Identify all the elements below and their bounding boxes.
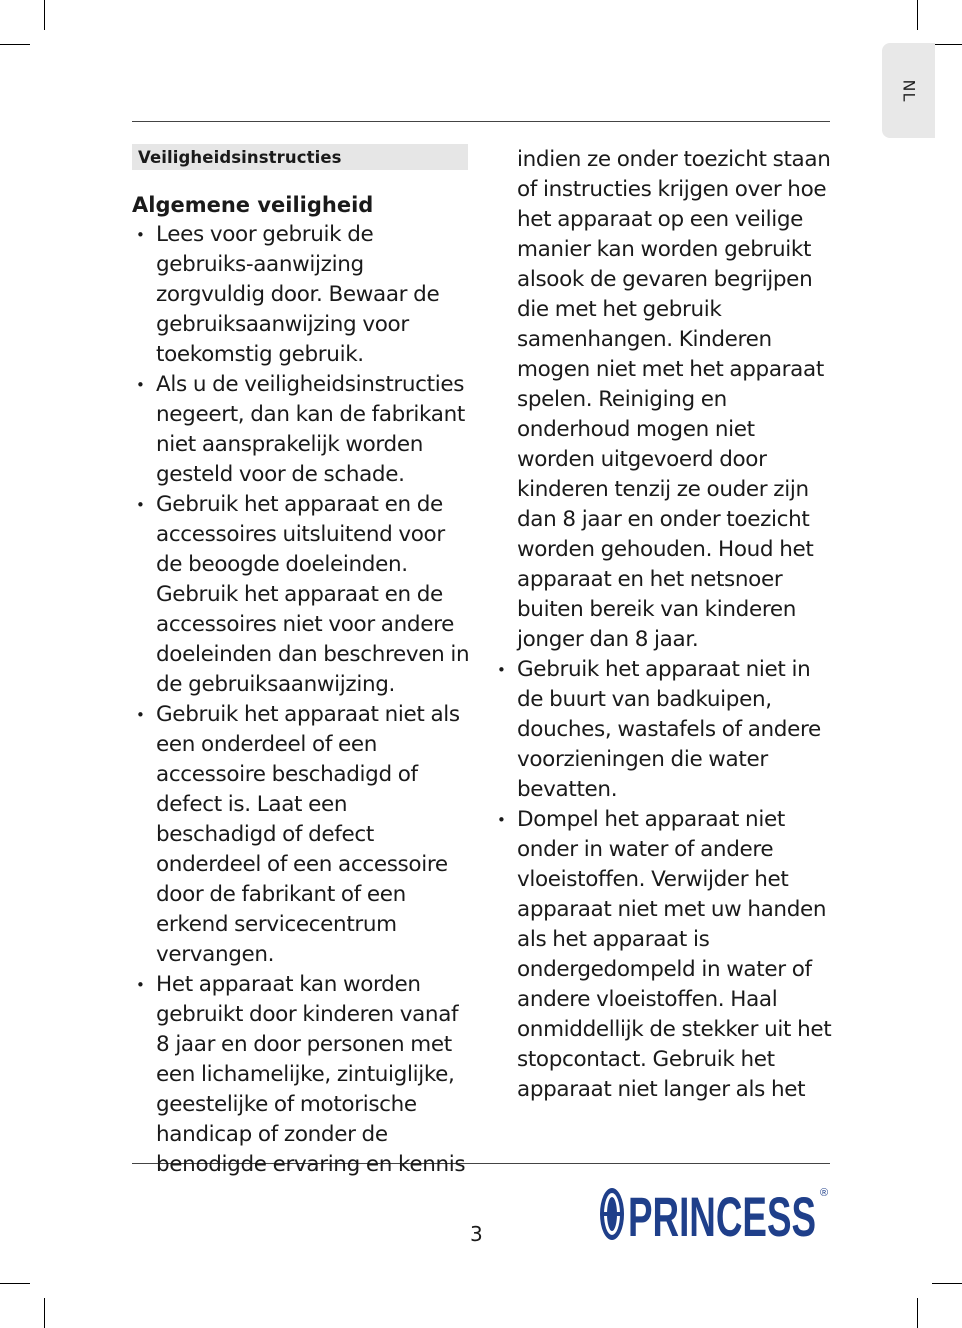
top-rule	[132, 121, 830, 122]
list-item-text: Gebruik het apparaat en de accessoires uitsluitend voor de beoogde doeleinden. Gebruik het apparaat en de accessoires niet voor andere doeleinden dan beschreven in de gebruiksaanwijzing.	[156, 492, 470, 697]
bullet-dot: •	[497, 661, 506, 679]
list-item-text: Als u de veiligheidsinstructies negeert, dan kan de fabrikant niet aansprakelijk worden gesteld voor de schade.	[156, 372, 465, 487]
list-item	[132, 490, 472, 700]
list-item	[493, 805, 833, 1105]
left-bullet-list	[132, 220, 472, 1180]
continued-paragraph: indien ze onder toezicht staan of instructies krijgen over hoe het apparaat op een veilige manier kan worden gebruikt alsook de gevaren begrijpen die met het gebruik samenhangen. Kinderen mogen niet met het apparaat spelen. Reiniging en onderhoud mogen niet worden uitgevoerd door kinderen tenzij ze ouder zijn dan 8 jaar en onder toezicht worden gehouden. Houd het apparaat en het netsnoer buiten bereik van kinderen jonger dan 8 jaar.	[517, 147, 831, 652]
list-item-text: Dompel het apparaat niet onder in water of andere vloeistoffen. Verwijder het apparaat niet met uw handen als het apparaat is ondergedompeld in water of andere vloeistoffen. Haal onmiddellijk de stekker uit het stopcontact. Gebruik het apparaat niet langer als het	[517, 807, 832, 1102]
language-tab	[882, 43, 935, 138]
list-item-text: Gebruik het apparaat niet in de buurt van badkuipen, douches, wastafels of andere voorzieningen die water bevatten.	[517, 657, 821, 802]
princess-logo	[598, 1184, 830, 1244]
list-item-text: Lees voor gebruik de gebruiks-aanwijzing zorgvuldig door. Bewaar de gebruiksaanwijzing voor toekomstig gebruik.	[156, 222, 440, 367]
crop-mark-bottom-left-v	[44, 1298, 45, 1328]
left-column	[132, 144, 472, 1180]
crop-mark-top-right-h	[932, 44, 962, 45]
right-bullet-list	[493, 655, 833, 1105]
list-item	[132, 970, 472, 1180]
crop-mark-bottom-left-h	[0, 1283, 30, 1284]
language-tab-label: NL	[899, 79, 918, 102]
right-column	[493, 144, 833, 1105]
crop-mark-top-right-v	[917, 0, 918, 30]
list-item	[493, 655, 833, 805]
bullet-dot: •	[136, 706, 145, 724]
bullet-dot: •	[136, 976, 145, 994]
bullet-dot: •	[136, 496, 145, 514]
bullet-dot: •	[136, 376, 145, 394]
brand-name: PRINCESS	[628, 1185, 816, 1244]
page-number: 3	[470, 1222, 483, 1246]
bullet-dot: •	[497, 811, 506, 829]
list-item-text: Gebruik het apparaat niet als een onderdeel of een accessoire beschadigd of defect is. Laat een beschadigd of defect onderdeel of een accessoire door de fabrikant of een erkend servicecentrum vervangen.	[156, 702, 460, 967]
crop-mark-bottom-right-v	[917, 1298, 918, 1328]
list-item-text: Het apparaat kan worden gebruikt door kinderen vanaf 8 jaar en door personen met een lichamelijke, zintuiglijke, geestelijke of motorische handicap of zonder de benodigde ervaring en kennis	[156, 972, 466, 1177]
registered-mark: ®	[820, 1187, 829, 1199]
list-item	[132, 370, 472, 490]
heading-general-safety: Algemene veiligheid	[132, 193, 374, 217]
crop-mark-top-left-v	[44, 0, 45, 30]
crop-mark-top-left-h	[0, 44, 30, 45]
bullet-dot: •	[136, 226, 145, 244]
section-title: Veiligheidsinstructies	[132, 144, 468, 170]
list-item	[132, 700, 472, 970]
crop-mark-bottom-right-h	[932, 1283, 962, 1284]
list-item	[132, 220, 472, 370]
crest-icon	[600, 1188, 624, 1240]
